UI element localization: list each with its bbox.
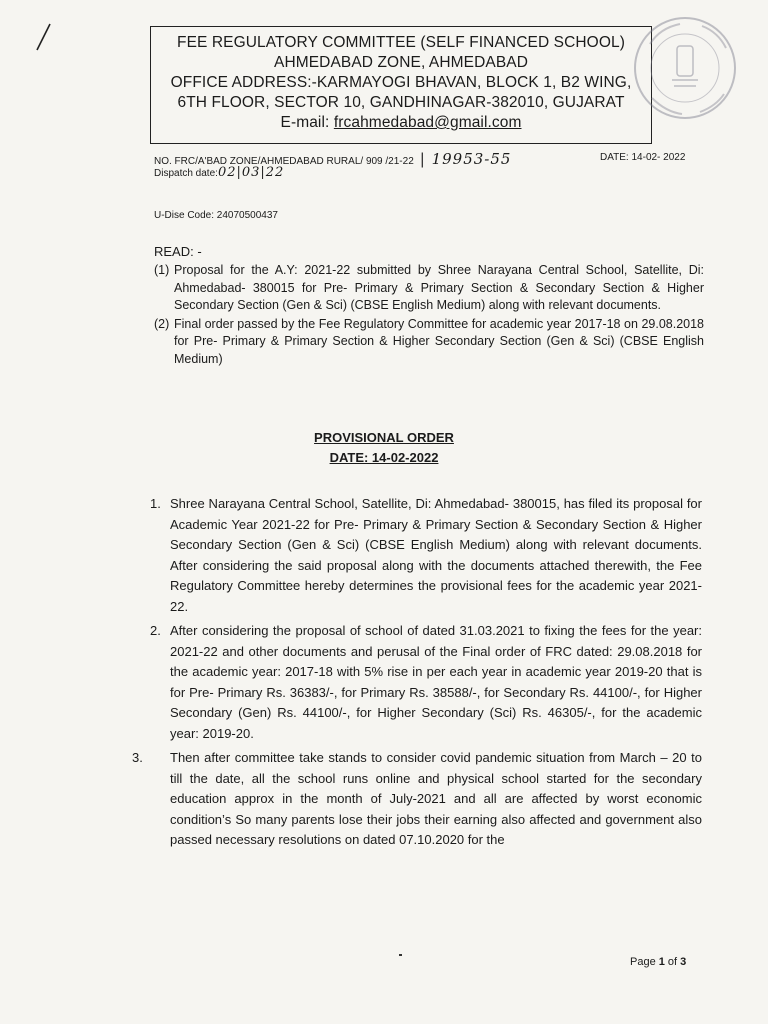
read-list: [154, 262, 704, 369]
paragraph-item: 2. After considering the proposal of school of dated 31.03.2021 to fixing the fees for the year: 2021-22 and other documents and perusal of the Final order of FRC dated: 29.08.2018 for the academic year: 2017-18 with 5% rise in per each year in academic year 2019-20 that is for Pre- Primary Rs. 36383/-, for Primary Rs. 38588/-, for Secondary Rs. 44100/-, for Higher Secondary (Gen) Rs. 44100/-, for Higher Secondary (Sci) Rs. 46305/-, for the academic year: 2019-20.: [150, 623, 702, 741]
pen-stroke-mark: [32, 22, 54, 52]
read-item: (1) Proposal for the A.Y: 2021-22 submitted by Shree Narayana Central School, Satellite, Di: Ahmedabad- 380015 for Pre- Primary & Primary Section & Secondary Section & Higher Secondary Section (Gen & Sci) (CBSE English Medium) along with relevant documents.: [154, 263, 704, 312]
reference-number: NO. FRC/A'BAD ZONE/AHMEDABAD RURAL/ 909 /21-22 | 19953-55: [154, 150, 512, 168]
read-item: (2) Final order passed by the Fee Regulatory Committee for academic year 2017-18 on 29.08.2018 for Pre- Primary & Primary Section & Higher Secondary Section (Gen & Sci) (CBSE English Medium): [154, 316, 704, 366]
letterhead-zone: AHMEDABAD ZONE, AHMEDABAD: [274, 54, 528, 71]
order-title: PROVISIONAL ORDER: [314, 430, 454, 445]
letterhead-address-2: 6TH FLOOR, SECTOR 10, GANDHINAGAR-382010, GUJARAT: [177, 94, 625, 111]
read-heading: READ: -: [154, 244, 202, 259]
letterhead-box: [150, 26, 652, 144]
letterhead-committee: FEE REGULATORY COMMITTEE (SELF FINANCED SCHOOL): [177, 34, 625, 51]
paragraph-item: 3. Then after committee take stands to consider covid pandemic situation from March – 20 to till the date, all the school runs online and physical school started for the secondary education approx in the month of July-2021 and all are affected by worst economic condition’s So many parents lose their jobs their earning also affected and government also passed necessary resolutions on dated 07.10.2020 for the: [132, 750, 702, 847]
handwritten-dispatch-date: 02|03|22: [217, 165, 285, 180]
government-seal-icon: [630, 14, 740, 122]
order-date: DATE: 14-02-2022: [329, 450, 439, 465]
email-link[interactable]: frcahmedabad@gmail.com: [333, 114, 522, 131]
email-label: E-mail:: [280, 114, 334, 131]
order-paragraphs: [132, 494, 702, 855]
dispatch-date: Dispatch date:02|03|22: [154, 165, 285, 180]
paragraph-item: 1. Shree Narayana Central School, Satellite, Di: Ahmedabad- 380015, has filed its proposal for Academic Year 2021-22 for Pre- Primary & Primary Section & Secondary Section & Higher Secondary Section (Gen & Sci) (CBSE English Medium) along with relevant documents. After considering the said proposal along with the documents attached therewith, the Fee Regulatory Committee hereby determines the provisional fees for the academic year 2021-22.: [150, 496, 702, 614]
stray-mark: [399, 954, 402, 956]
handwritten-reference: | 19953-55: [419, 150, 512, 168]
page-number: Page 1 of 3: [630, 956, 687, 968]
udise-code: U-Dise Code: 24070500437: [154, 210, 278, 221]
reference-date: DATE: 14-02- 2022: [600, 152, 686, 163]
letterhead-email-line: [151, 113, 651, 133]
letterhead-address-1: OFFICE ADDRESS:-KARMAYOGI BHAVAN, BLOCK 1, B2 WING,: [170, 74, 632, 91]
